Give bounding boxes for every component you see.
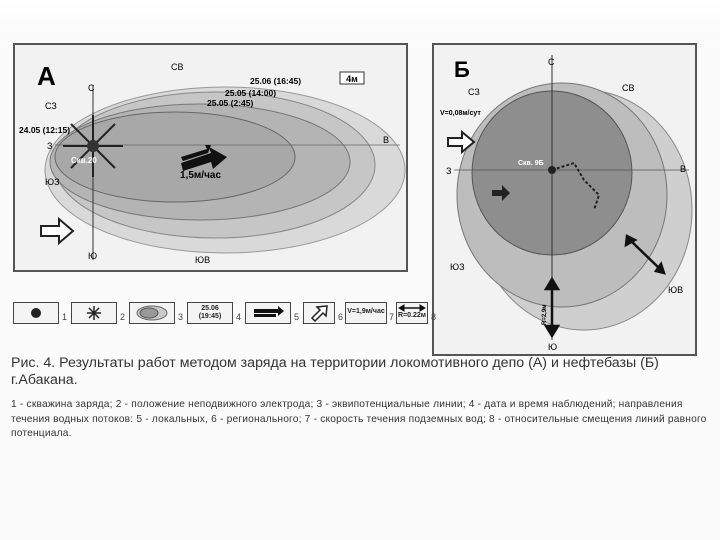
star-icon <box>72 303 116 322</box>
hollow-arrow-icon <box>304 303 334 322</box>
dir-n: С <box>548 57 555 67</box>
legend-item-6 <box>303 302 335 324</box>
date-label-3: 25.05 (2:45) <box>207 98 254 108</box>
regional-flow-arrow-icon <box>41 219 73 243</box>
legend-num-5: 5 <box>294 312 300 322</box>
dir-e: В <box>680 164 687 174</box>
charge-well-dot-icon <box>87 140 99 152</box>
legend-item-4 <box>187 302 233 324</box>
legend-offset: R=0.22м <box>398 312 426 319</box>
dir-nw: СЗ <box>468 87 480 97</box>
dir-sw: ЮЗ <box>45 177 60 187</box>
dir-ne: СВ <box>622 83 635 93</box>
panel-b-map <box>434 45 695 354</box>
dir-s: Ю <box>548 342 558 352</box>
panel-a-locomotive-depot <box>13 43 408 272</box>
dir-sw: ЮЗ <box>450 262 465 272</box>
panel-b-oil-depot <box>432 43 697 356</box>
legend-item-5 <box>245 302 291 324</box>
legend-item-3 <box>129 302 175 324</box>
dir-ne: СВ <box>171 62 184 72</box>
legend-num-6: 6 <box>338 312 344 322</box>
dir-se: ЮВ <box>668 285 684 295</box>
dir-w: З <box>47 141 53 151</box>
well-label: Скв.20 <box>71 156 97 165</box>
date-label-2: 25.05 (14:00) <box>225 88 277 98</box>
legend-num-8: 8 <box>431 312 437 322</box>
ellipses-icon <box>130 303 174 322</box>
scan-margin <box>0 0 720 42</box>
legend-num-1: 1 <box>62 312 68 322</box>
legend-explanation: 1 - скважина заряда; 2 - положение неподвижного электрода; 3 - эквипотенциальные линии; 4 - дата и время наблюдений; направления течения водных потоков: 5 - локальных, 6 - регионального; 7 - скорость течения подземных вод; 8 - относительные смещения линий равного потенциала. <box>11 399 707 439</box>
panel-a-map <box>15 45 406 270</box>
date-label-4: 24.05 (12:15) <box>19 125 71 135</box>
legend-time: (19:45) <box>198 313 222 320</box>
legend-item-2 <box>71 302 117 324</box>
flow-speed-label: 1,5м/час <box>180 170 222 181</box>
caption-title: Рис. 4. Результаты работ методом заряда на территории локомотивного депо (А) и нефтебазы (Б) г.Абакана. <box>11 355 659 388</box>
legend-num-3: 3 <box>178 312 184 322</box>
legend-num-7: 7 <box>389 312 395 322</box>
legend-num-4: 4 <box>236 312 242 322</box>
panel-a-letter: А <box>37 61 56 91</box>
dir-n: С <box>88 83 95 93</box>
scale-label: 4м <box>346 74 358 84</box>
legend-item-8 <box>396 302 428 324</box>
offset-label: R=2,9м <box>542 304 548 325</box>
date-label-1: 25.06 (16:45) <box>250 76 302 86</box>
dir-s: Ю <box>88 251 98 261</box>
legend <box>13 302 437 332</box>
dir-nw: СЗ <box>45 101 57 111</box>
double-arrow-icon <box>246 303 290 322</box>
offset-arrow-icon <box>397 304 427 312</box>
panel-b-letter: Б <box>454 57 470 82</box>
speed-label: V=0,08м/сут <box>440 110 481 117</box>
dir-e: В <box>383 135 390 145</box>
legend-item-7 <box>345 302 387 324</box>
figure-caption <box>11 355 711 389</box>
legend-date: 25.06 <box>201 305 219 312</box>
dir-se: ЮВ <box>195 255 211 265</box>
well-label: Скв. 9Б <box>518 160 544 167</box>
legend-speed: V=1,9м/час <box>347 308 385 315</box>
dir-w: З <box>446 166 452 176</box>
legend-item-1 <box>13 302 59 324</box>
legend-num-2: 2 <box>120 312 126 322</box>
dot-icon <box>31 308 41 318</box>
